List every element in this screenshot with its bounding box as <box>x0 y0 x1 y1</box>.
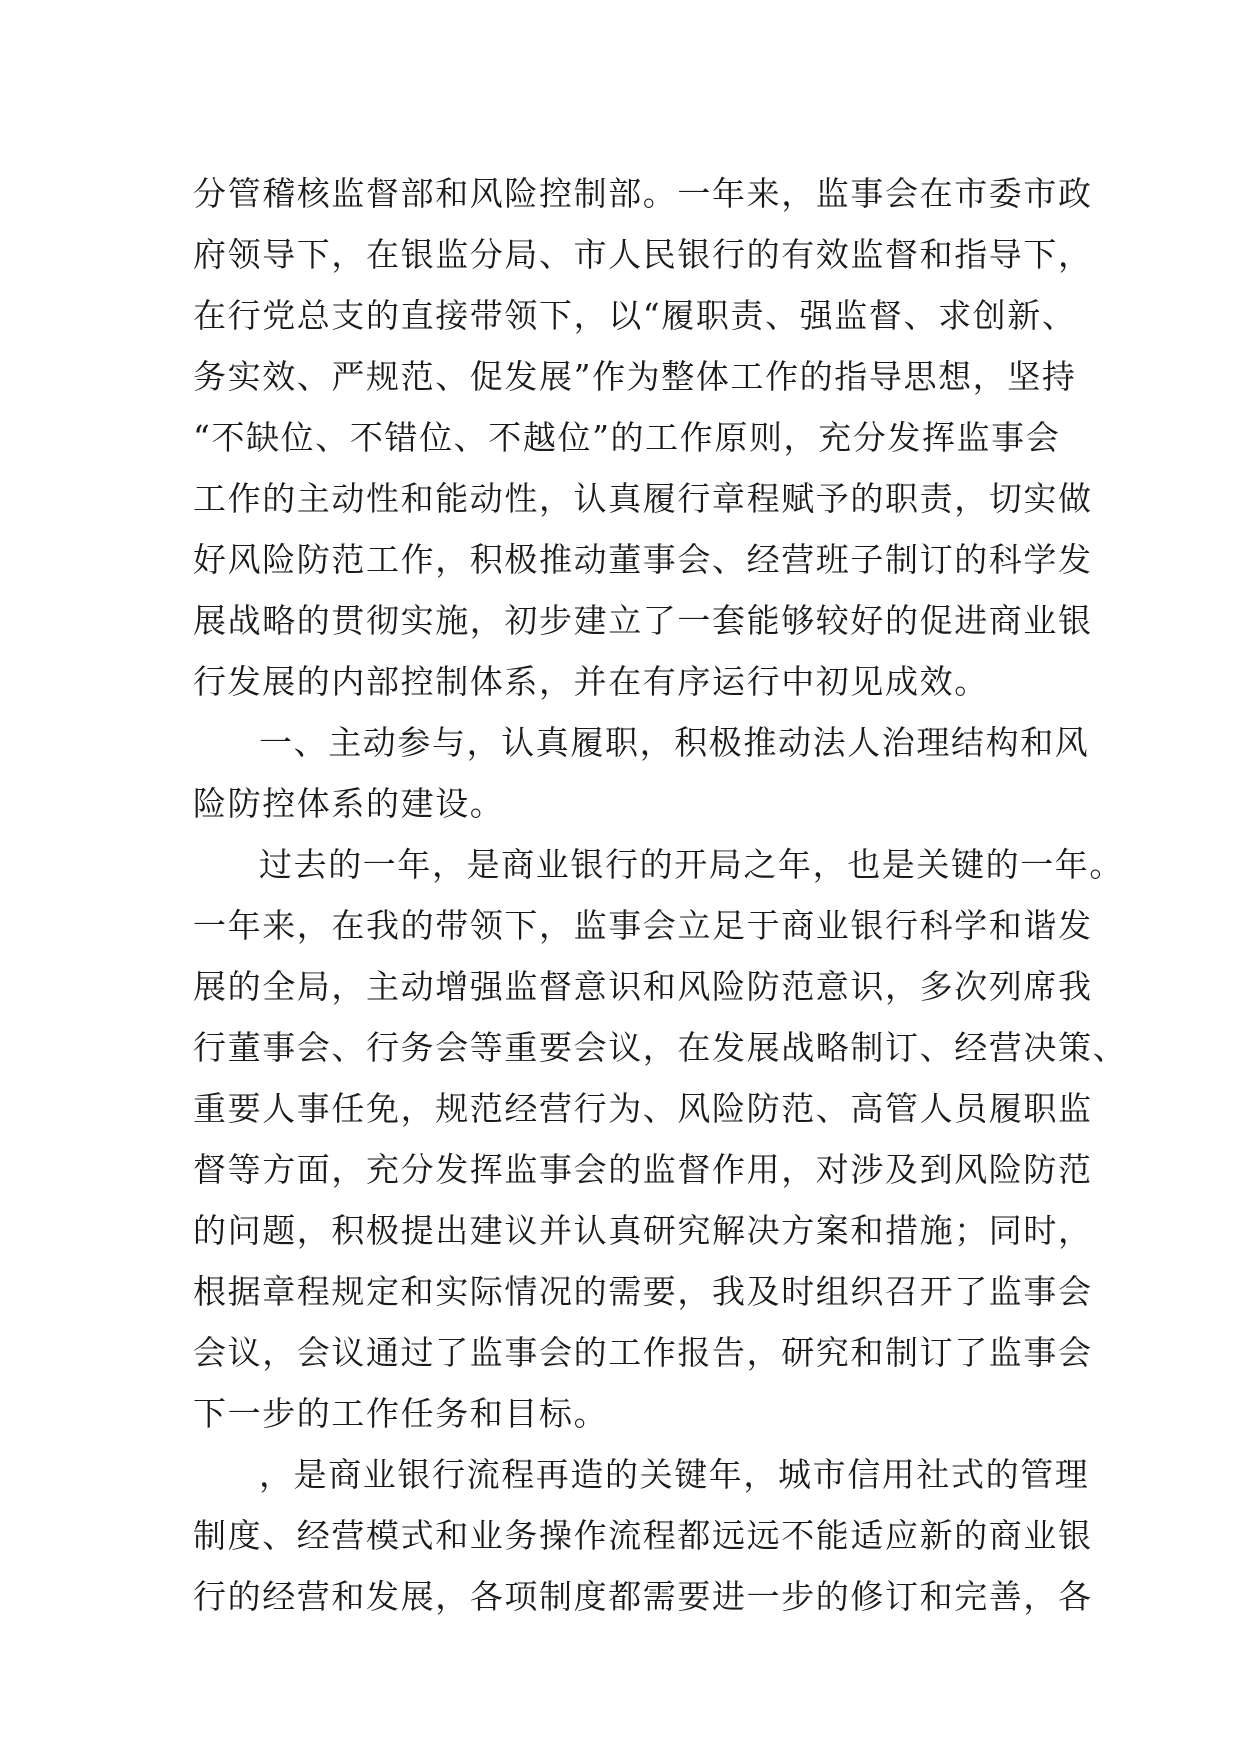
text-line: 展的全局，主动增强监督意识和风险防范意识，多次列席我 <box>193 967 1093 1006</box>
text-line: 工作的主动性和能动性，认真履行章程赋予的职责，切实做 <box>193 479 1093 518</box>
text-line: 行的经营和发展，各项制度都需要进一步的修订和完善，各 <box>193 1577 1093 1616</box>
paragraph-start-line: 过去的一年，是商业银行的开局之年，也是关键的一年。 <box>259 845 1124 884</box>
text-line: 行发展的内部控制体系，并在有序运行中初见成效。 <box>193 662 989 701</box>
text-line: 务实效、严规范、促发展”作为整体工作的指导思想，坚持 <box>193 357 1077 396</box>
section-heading-line: 一、主动参与，认真履职，积极推动法人治理结构和风 <box>259 723 1090 762</box>
text-line: 府领导下，在银监分局、市人民银行的有效监督和指导下， <box>193 235 1093 274</box>
text-line: 根据章程规定和实际情况的需要，我及时组织召开了监事会 <box>193 1272 1093 1311</box>
text-line: 好风险防范工作，积极推动董事会、经营班子制订的科学发 <box>193 540 1093 579</box>
section-heading-line: 险防控体系的建设。 <box>193 784 505 823</box>
text-line: 一年来，在我的带领下，监事会立足于商业银行科学和谐发 <box>193 906 1093 945</box>
text-line: 重要人事任免，规范经营行为、风险防范、高管人员履职监 <box>193 1089 1093 1128</box>
text-line: “不缺位、不错位、不越位”的工作原则，充分发挥监事会 <box>193 418 1061 457</box>
text-line: 下一步的工作任务和目标。 <box>193 1394 609 1433</box>
document-body <box>193 163 1128 1627</box>
text-line: 在行党总支的直接带领下，以“履职责、强监督、求创新、 <box>193 296 1077 335</box>
text-line: 的问题，积极提出建议并认真研究解决方案和措施；同时， <box>193 1211 1093 1250</box>
text-line: 分管稽核监督部和风险控制部。一年来，监事会在市委市政 <box>193 174 1093 213</box>
text-line: 制度、经营模式和业务操作流程都远远不能适应新的商业银 <box>193 1516 1093 1555</box>
text-line: 行董事会、行务会等重要会议，在发展战略制订、经营决策、 <box>193 1028 1128 1067</box>
text-line: 展战略的贯彻实施，初步建立了一套能够较好的促进商业银 <box>193 601 1093 640</box>
paragraph-start-line: ，是商业银行流程再造的关键年，城市信用社式的管理 <box>259 1455 1090 1494</box>
text-line: 督等方面，充分发挥监事会的监督作用，对涉及到风险防范 <box>193 1150 1093 1189</box>
text-line: 会议，会议通过了监事会的工作报告，研究和制订了监事会 <box>193 1333 1093 1372</box>
